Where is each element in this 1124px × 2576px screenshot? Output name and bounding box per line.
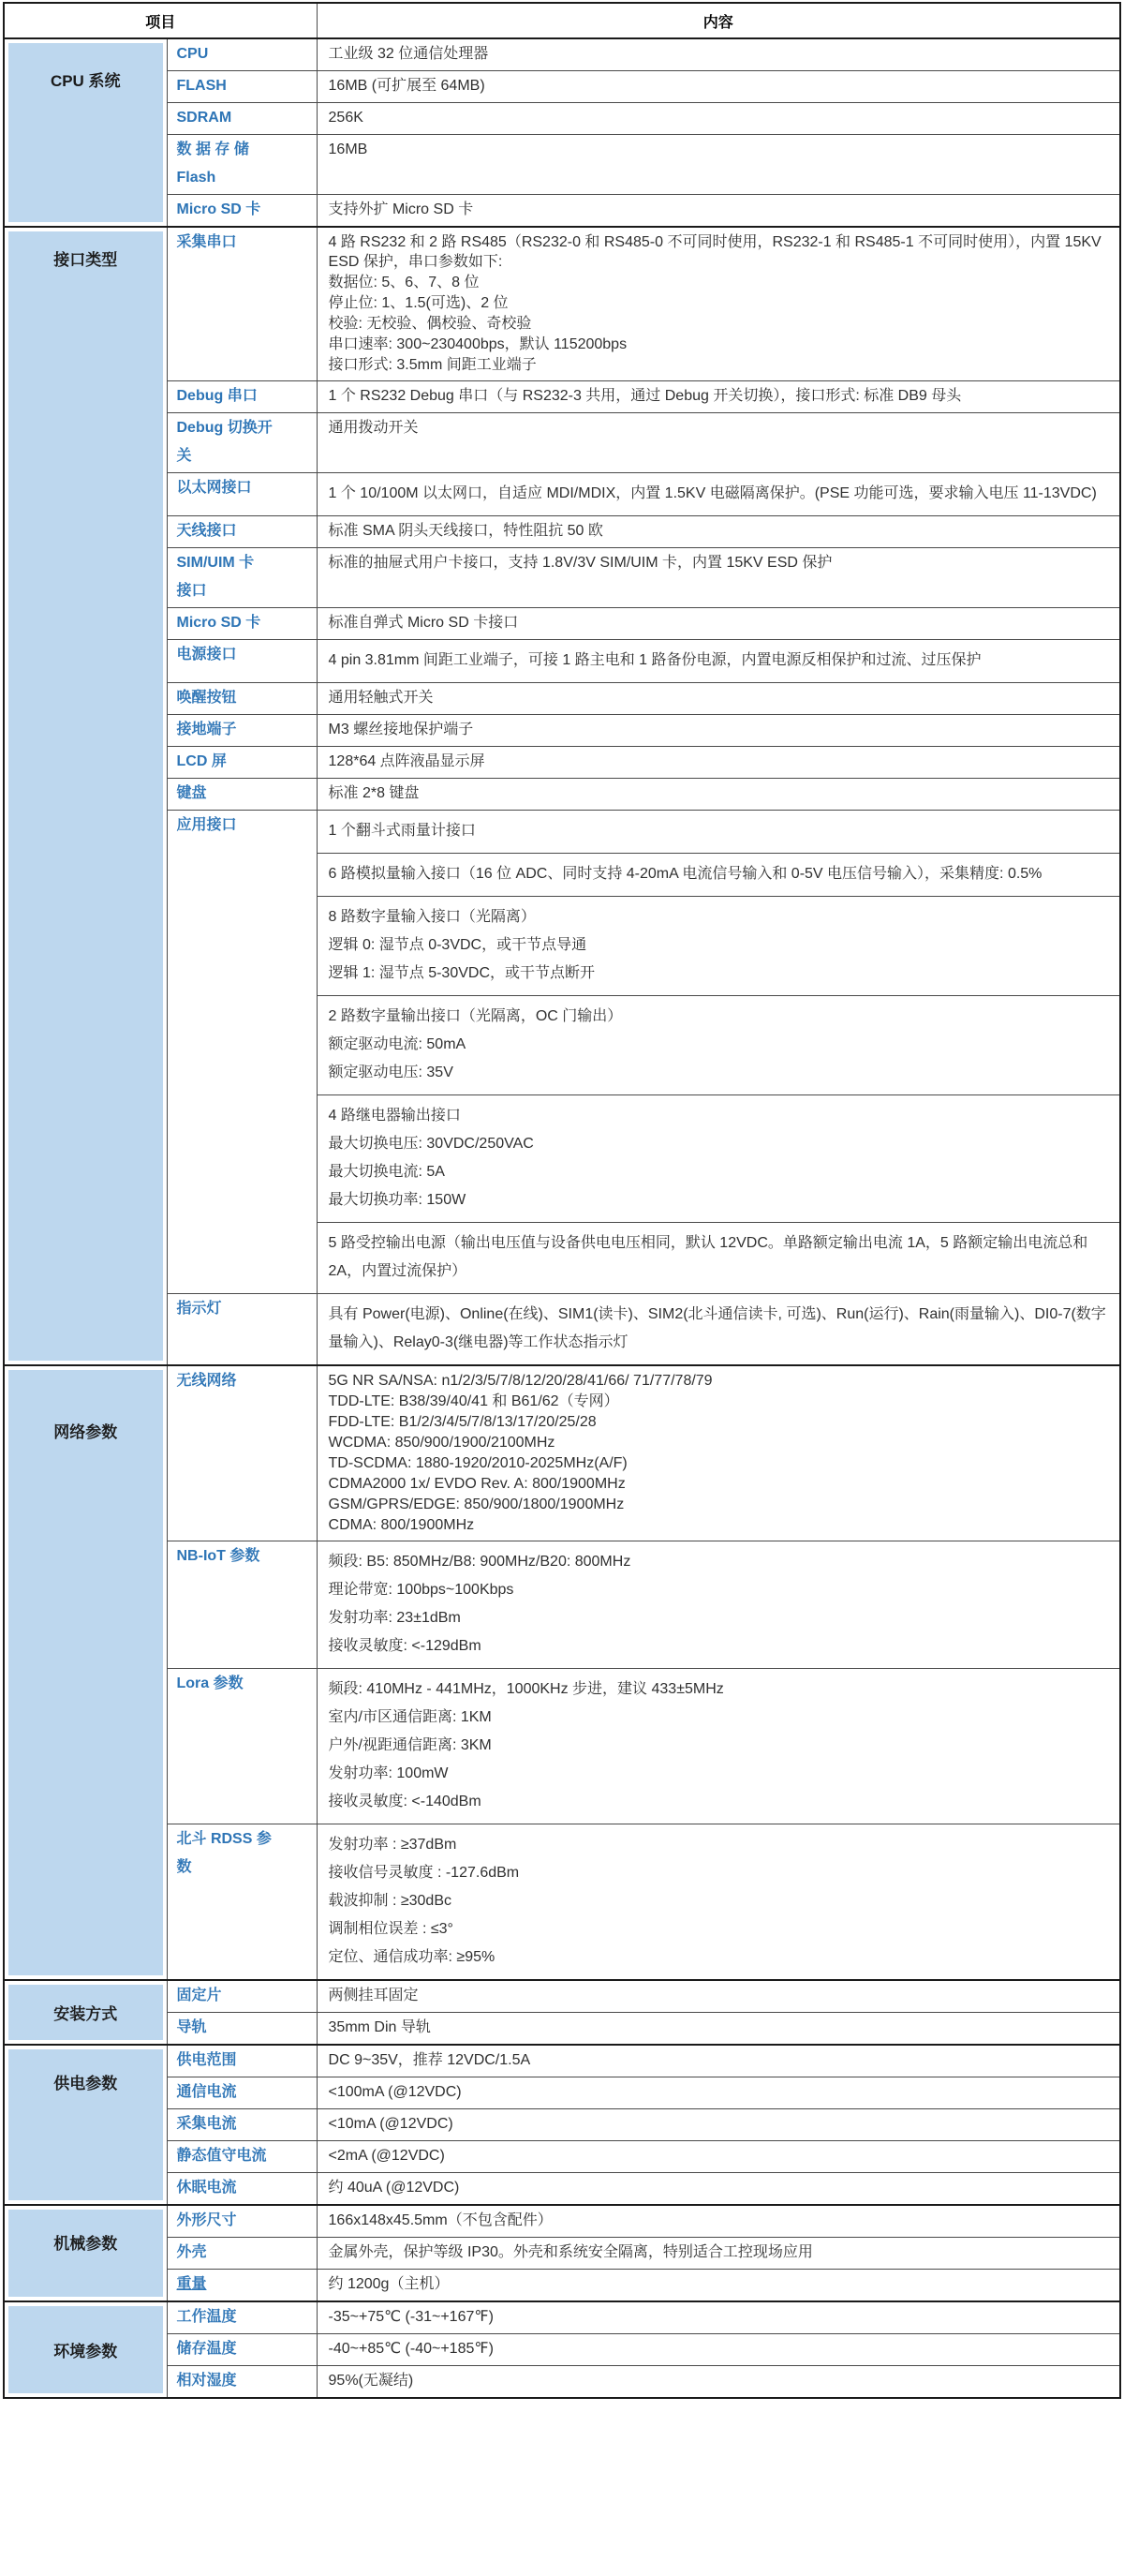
- spec-item-cell: [167, 1669, 317, 1824]
- spec-value-cell: [317, 683, 1120, 715]
- category-cell: [4, 2045, 167, 2205]
- spec-item-cell: [167, 2238, 317, 2270]
- spec-item-label: 北斗 RDSS 参: [176, 1831, 272, 1847]
- spec-value-line: 调制相位误差 : ≤3°: [328, 1921, 453, 1937]
- category-cell-background: [8, 231, 163, 1361]
- spec-row: [4, 1824, 1120, 1981]
- spec-item-label: 应用接口: [176, 817, 237, 833]
- spec-item-label: 无线网络: [176, 1373, 237, 1389]
- spec-value-line: 定位、通信成功率: ≥95%: [328, 1949, 495, 1965]
- spec-value-line: 校验: 无校验、偶校验、奇校验: [328, 316, 532, 332]
- spec-value-line: 发射功率 : ≥37dBm: [328, 1837, 457, 1853]
- spec-item-label: LCD 屏: [176, 753, 227, 769]
- spec-value-cell: [317, 2045, 1120, 2077]
- spec-value-line: 标准 SMA 阴头天线接口，特性阻抗 50 欧: [328, 523, 603, 539]
- spec-value-line: 频段: 410MHz - 441MHz，1000KHz 步进，建议 433±5MHz: [328, 1681, 724, 1697]
- spec-item-label: 工作温度: [176, 2309, 237, 2325]
- spec-item-label: 重量: [176, 2276, 207, 2292]
- category-cell-background: [8, 2210, 163, 2297]
- spec-item-label: NB-IoT 参数: [176, 1548, 260, 1564]
- spec-value-cell: [317, 413, 1120, 473]
- spec-value-line: 最大切换电压: 30VDC/250VAC: [328, 1136, 534, 1152]
- spec-value-line: 具有 Power(电源)、Online(在线)、SIM1(读卡)、SIM2(北斗通信读卡, 可选)、Run(运行)、Rain(雨量输入)、DI0-7(数字量输入)、Relay0-3(继电器)等工作状态指示灯: [328, 1306, 1106, 1350]
- spec-value-line: 16MB (可扩展至 64MB): [328, 78, 485, 94]
- spec-item-label: 接口: [176, 583, 207, 599]
- spec-value-line: 6 路模拟量输入接口（16 位 ADC、同时支持 4-20mA 电流信号输入和 0-5V 电压信号输入），采集精度: 0.5%: [328, 866, 1043, 882]
- spec-value-cell: [317, 1095, 1120, 1223]
- spec-value-line: 载波抑制 : ≥30dBc: [328, 1893, 452, 1909]
- spec-value-cell: [317, 1824, 1120, 1981]
- spec-item-label: SDRAM: [176, 110, 232, 126]
- category-label: 安装方式: [53, 2005, 118, 2023]
- spec-item-cell: [167, 747, 317, 779]
- spec-value-cell: [317, 2077, 1120, 2109]
- spec-item-cell: [167, 683, 317, 715]
- spec-item-label: 接地端子: [176, 722, 237, 737]
- spec-row: [4, 381, 1120, 413]
- spec-item-cell: [167, 2045, 317, 2077]
- category-label: 接口类型: [53, 251, 118, 269]
- spec-value-line: 标准 2*8 键盘: [328, 785, 420, 801]
- spec-table-header: [4, 3, 1120, 38]
- spec-row: [4, 71, 1120, 103]
- spec-item-cell: [167, 227, 317, 381]
- spec-value-cell: [317, 2301, 1120, 2334]
- spec-item-label: SIM/UIM 卡: [176, 555, 255, 571]
- spec-value-line: 128*64 点阵液晶显示屏: [328, 753, 485, 769]
- spec-value-line: 接口形式: 3.5mm 间距工业端子: [328, 357, 537, 373]
- spec-row: [4, 473, 1120, 516]
- spec-value-line: 256K: [328, 110, 363, 126]
- spec-value-cell: [317, 811, 1120, 854]
- spec-value-line: 35mm Din 导轨: [328, 2019, 431, 2035]
- category-label: 供电参数: [53, 2075, 118, 2092]
- spec-value-line: 5G NR SA/NSA: n1/2/3/5/7/8/12/20/28/41/66/ 71/77/78/79: [328, 1373, 713, 1389]
- category-cell: [4, 1365, 167, 1980]
- category-cell-background: [8, 1370, 163, 1975]
- spec-value-line: 额定驱动电流: 50mA: [328, 1036, 466, 1052]
- spec-item-label: 储存温度: [176, 2341, 237, 2357]
- spec-item-cell: [167, 381, 317, 413]
- spec-value-line: 发射功率: 23±1dBm: [328, 1610, 461, 1626]
- spec-row: [4, 103, 1120, 135]
- spec-value-cell: [317, 996, 1120, 1095]
- spec-item-cell: [167, 473, 317, 516]
- category-label: 环境参数: [53, 2343, 118, 2360]
- spec-value-cell: [317, 548, 1120, 608]
- spec-value-line: 4 路继电器输出接口: [328, 1108, 461, 1124]
- spec-value-line: 串口速率: 300~230400bps，默认 115200bps: [328, 336, 628, 352]
- spec-value-cell: [317, 195, 1120, 228]
- spec-value-line: 发射功率: 100mW: [328, 1765, 449, 1781]
- spec-value-line: 4 pin 3.81mm 间距工业端子，可接 1 路主电和 1 路备份电源，内置电源反相保护和过流、过压保护: [328, 652, 982, 668]
- spec-item-cell: [167, 608, 317, 640]
- spec-item-cell: [167, 640, 317, 683]
- spec-row: [4, 413, 1120, 473]
- spec-item-label: 采集电流: [176, 2116, 237, 2132]
- spec-value-line: GSM/GPRS/EDGE: 850/900/1800/1900MHz: [328, 1496, 625, 1512]
- spec-row: [4, 548, 1120, 608]
- spec-value-line: -35~+75℃ (-31~+167℉): [328, 2309, 494, 2325]
- spec-item-cell: [167, 2334, 317, 2366]
- spec-item-cell: [167, 1824, 317, 1981]
- spec-item-cell: [167, 1294, 317, 1366]
- spec-value-line: DC 9~35V，推荐 12VDC/1.5A: [328, 2052, 531, 2068]
- spec-value-line: CDMA: 800/1900MHz: [328, 1517, 475, 1533]
- spec-item-label: 关: [176, 448, 192, 464]
- spec-value-cell: [317, 2270, 1120, 2302]
- spec-row: [4, 747, 1120, 779]
- spec-value-cell: [317, 640, 1120, 683]
- spec-item-label: 数: [176, 1859, 192, 1875]
- spec-item-cell: [167, 516, 317, 548]
- spec-value-line: 1 个翻斗式雨量计接口: [328, 823, 476, 839]
- spec-item-label: 静态值守电流: [176, 2148, 267, 2164]
- spec-value-cell: [317, 2366, 1120, 2399]
- spec-value-cell: [317, 1365, 1120, 1541]
- spec-row: [4, 1980, 1120, 2013]
- spec-item-label: Micro SD 卡: [176, 201, 261, 217]
- spec-value-line: 逻辑 1: 湿节点 5-30VDC，或干节点断开: [328, 965, 596, 981]
- spec-value-cell: [317, 2205, 1120, 2238]
- spec-item-label: Lora 参数: [176, 1675, 244, 1691]
- spec-value-line: 95%(无凝结): [328, 2373, 414, 2389]
- spec-value-line: 接收灵敏度: <-129dBm: [328, 1638, 481, 1654]
- spec-value-cell: [317, 2141, 1120, 2173]
- spec-value-cell: [317, 897, 1120, 996]
- spec-value-line: 频段: B5: 850MHz/B8: 900MHz/B20: 800MHz: [328, 1554, 631, 1570]
- category-cell: [4, 2301, 167, 2398]
- category-cell-background: [8, 43, 163, 222]
- spec-value-line: 接收灵敏度: <-140dBm: [328, 1794, 481, 1809]
- spec-item-label: 键盘: [176, 785, 207, 801]
- spec-value-line: 1 个 RS232 Debug 串口（与 RS232-3 共用，通过 Debug 开关切换），接口形式: 标准 DB9 母头: [328, 388, 962, 404]
- spec-item-label: FLASH: [176, 78, 227, 94]
- spec-item-cell: [167, 38, 317, 71]
- spec-row: [4, 195, 1120, 228]
- spec-item-label: CPU: [176, 46, 209, 62]
- spec-item-cell: [167, 1365, 317, 1541]
- spec-row: [4, 715, 1120, 747]
- category-cell-background: [8, 2049, 163, 2200]
- spec-value-line: TDD-LTE: B38/39/40/41 和 B61/62（专网）: [328, 1393, 619, 1409]
- spec-item-label: 供电范围: [176, 2052, 237, 2068]
- spec-item-label: 外形尺寸: [176, 2212, 237, 2228]
- category-label: 机械参数: [53, 2235, 118, 2253]
- spec-value-line: 4 路 RS232 和 2 路 RS485（RS232-0 和 RS485-0 不可同时使用，RS232-1 和 RS485-1 不可同时使用），内置 15KV ESD 保护，串口参数如下:: [328, 234, 1102, 270]
- spec-value-cell: [317, 2173, 1120, 2206]
- spec-value-line: CDMA2000 1x/ EVDO Rev. A: 800/1900MHz: [328, 1476, 626, 1492]
- spec-table: [3, 2, 1121, 2399]
- spec-row: [4, 2013, 1120, 2046]
- spec-value-line: 标准自弹式 Micro SD 卡接口: [328, 615, 519, 631]
- spec-value-line: 5 路受控输出电源（输出电压值与设备供电电压相同，默认 12VDC。单路额定输出电流 1A，5 路额定输出电流总和 2A，内置过流保护）: [328, 1235, 1088, 1279]
- spec-item-label: 通信电流: [176, 2084, 237, 2100]
- spec-value-cell: [317, 381, 1120, 413]
- spec-value-cell: [317, 227, 1120, 381]
- spec-value-cell: [317, 2109, 1120, 2141]
- category-cell-background: [8, 1985, 163, 2040]
- spec-item-cell: [167, 2366, 317, 2399]
- category-cell: [4, 1980, 167, 2045]
- category-cell: [4, 227, 167, 1365]
- spec-item-label: 相对湿度: [176, 2373, 237, 2389]
- spec-value-line: 最大切换电流: 5A: [328, 1164, 445, 1180]
- spec-value-line: 1 个 10/100M 以太网口，自适应 MDI/MDIX，内置 1.5KV 电磁隔离保护。(PSE 功能可选，要求输入电压 11-13VDC): [328, 485, 1097, 501]
- spec-value-cell: [317, 2238, 1120, 2270]
- spec-item-cell: [167, 103, 317, 135]
- spec-value-cell: [317, 103, 1120, 135]
- spec-row: [4, 779, 1120, 811]
- spec-value-line: 最大切换功率: 150W: [328, 1192, 466, 1208]
- spec-item-label: Flash: [176, 170, 216, 186]
- category-label: CPU 系统: [50, 72, 121, 90]
- spec-row: [4, 227, 1120, 381]
- category-label: 网络参数: [53, 1423, 118, 1441]
- spec-value-line: <100mA (@12VDC): [328, 2084, 462, 2100]
- spec-row: [4, 2077, 1120, 2109]
- category-cell: [4, 2205, 167, 2301]
- spec-value-line: 约 1200g（主机）: [328, 2276, 450, 2292]
- spec-item-cell: [167, 715, 317, 747]
- spec-value-line: 金属外壳，保护等级 IP30。外壳和系统安全隔离，特别适合工控现场应用: [328, 2244, 813, 2260]
- spec-item-label: 指示灯: [176, 1301, 222, 1317]
- spec-value-cell: [317, 38, 1120, 71]
- spec-value-line: 约 40uA (@12VDC): [328, 2180, 460, 2196]
- spec-item-label: Debug 切换开: [176, 420, 273, 436]
- spec-item-cell: [167, 71, 317, 103]
- spec-item-cell: [167, 2141, 317, 2173]
- spec-row: [4, 811, 1120, 854]
- header-content-col: 内容: [317, 3, 1120, 38]
- spec-row: [4, 1669, 1120, 1824]
- spec-item-cell: [167, 1541, 317, 1669]
- spec-item-cell: [167, 2301, 317, 2334]
- spec-value-line: 166x148x45.5mm（不包含配件）: [328, 2212, 553, 2228]
- spec-value-line: 停止位: 1、1.5(可选)、2 位: [328, 295, 509, 311]
- spec-value-cell: [317, 608, 1120, 640]
- spec-item-label: 采集串口: [176, 234, 237, 250]
- spec-value-line: 接收信号灵敏度 : -127.6dBm: [328, 1865, 520, 1881]
- spec-value-line: 工业级 32 位通信处理器: [328, 46, 489, 62]
- spec-value-line: 8 路数字量输入接口（光隔离）: [328, 909, 536, 925]
- spec-item-label: 休眠电流: [176, 2180, 237, 2196]
- spec-item-cell: [167, 2270, 317, 2302]
- spec-row: [4, 516, 1120, 548]
- spec-row: [4, 2173, 1120, 2206]
- spec-row: [4, 2141, 1120, 2173]
- spec-value-cell: [317, 135, 1120, 195]
- spec-item-cell: [167, 2077, 317, 2109]
- spec-item-label: 以太网接口: [176, 480, 252, 496]
- spec-value-cell: [317, 2013, 1120, 2046]
- spec-value-line: 通用拨动开关: [328, 420, 419, 436]
- spec-value-line: 理论带宽: 100bps~100Kbps: [328, 1582, 514, 1598]
- spec-row: [4, 2270, 1120, 2302]
- spec-item-cell: [167, 2173, 317, 2206]
- category-cell: [4, 38, 167, 227]
- spec-item-label: 电源接口: [176, 647, 237, 663]
- spec-value-cell: [317, 779, 1120, 811]
- spec-row: [4, 2045, 1120, 2077]
- spec-item-cell: [167, 195, 317, 228]
- spec-value-line: TD-SCDMA: 1880-1920/2010-2025MHz(A/F): [328, 1455, 628, 1471]
- spec-item-cell: [167, 811, 317, 1294]
- spec-item-label: Debug 串口: [176, 388, 258, 404]
- spec-row: [4, 1541, 1120, 1669]
- spec-item-label: 天线接口: [176, 523, 237, 539]
- spec-item-cell: [167, 1980, 317, 2013]
- spec-value-line: 16MB: [328, 141, 368, 157]
- spec-value-line: 户外/视距通信距离: 3KM: [328, 1737, 492, 1753]
- spec-value-line: 室内/市区通信距离: 1KM: [328, 1709, 492, 1725]
- spec-table-body: [4, 38, 1120, 2398]
- spec-item-label: 数 据 存 储: [176, 141, 249, 157]
- spec-value-cell: [317, 473, 1120, 516]
- spec-value-cell: [317, 2334, 1120, 2366]
- spec-row: [4, 2109, 1120, 2141]
- spec-item-cell: [167, 2205, 317, 2238]
- spec-row: [4, 1294, 1120, 1366]
- spec-row: [4, 683, 1120, 715]
- spec-value-line: M3 螺丝接地保护端子: [328, 722, 474, 737]
- spec-value-line: -40~+85℃ (-40~+185℉): [328, 2341, 494, 2357]
- spec-value-cell: [317, 854, 1120, 897]
- spec-row: [4, 2238, 1120, 2270]
- spec-item-cell: [167, 548, 317, 608]
- spec-row: [4, 640, 1120, 683]
- spec-item-label: 外壳: [176, 2244, 207, 2260]
- category-cell-background: [8, 2306, 163, 2393]
- spec-item-label: Micro SD 卡: [176, 615, 261, 631]
- spec-value-line: 通用轻触式开关: [328, 690, 434, 706]
- spec-row: [4, 135, 1120, 195]
- spec-value-line: 数据位: 5、6、7、8 位: [328, 275, 480, 290]
- spec-value-line: FDD-LTE: B1/2/3/4/5/7/8/13/17/20/25/28: [328, 1414, 597, 1430]
- spec-value-cell: [317, 1223, 1120, 1294]
- spec-item-label: 导轨: [176, 2019, 207, 2035]
- header-items-col: 项目: [4, 3, 317, 38]
- spec-value-cell: [317, 715, 1120, 747]
- spec-value-cell: [317, 1294, 1120, 1366]
- spec-value-line: <2mA (@12VDC): [328, 2148, 445, 2164]
- spec-item-cell: [167, 413, 317, 473]
- spec-value-cell: [317, 516, 1120, 548]
- spec-value-line: 额定驱动电压: 35V: [328, 1065, 453, 1080]
- spec-value-line: 两侧挂耳固定: [328, 1988, 419, 2003]
- spec-value-line: 逻辑 0: 湿节点 0-3VDC，或干节点导通: [328, 937, 587, 953]
- spec-value-cell: [317, 1541, 1120, 1669]
- spec-row: [4, 608, 1120, 640]
- spec-value-cell: [317, 747, 1120, 779]
- spec-row: [4, 2205, 1120, 2238]
- spec-item-label: 固定片: [176, 1988, 222, 2003]
- spec-row: [4, 2334, 1120, 2366]
- spec-value-line: <10mA (@12VDC): [328, 2116, 453, 2132]
- spec-row: [4, 38, 1120, 71]
- spec-value-line: 2 路数字量输出接口（光隔离，OC 门输出）: [328, 1008, 623, 1024]
- spec-row: [4, 2366, 1120, 2399]
- spec-item-label: 唤醒按钮: [176, 690, 237, 706]
- spec-value-line: WCDMA: 850/900/1900/2100MHz: [328, 1435, 555, 1451]
- spec-value-cell: [317, 71, 1120, 103]
- spec-row: [4, 2301, 1120, 2334]
- header-row: [4, 3, 1120, 38]
- spec-value-cell: [317, 1669, 1120, 1824]
- spec-item-cell: [167, 779, 317, 811]
- spec-value-line: 支持外扩 Micro SD 卡: [328, 201, 474, 217]
- spec-item-cell: [167, 135, 317, 195]
- spec-value-cell: [317, 1980, 1120, 2013]
- spec-row: [4, 1365, 1120, 1541]
- spec-item-cell: [167, 2109, 317, 2141]
- spec-item-cell: [167, 2013, 317, 2046]
- spec-value-line: 标准的抽屉式用户卡接口，支持 1.8V/3V SIM/UIM 卡，内置 15KV ESD 保护: [328, 555, 833, 571]
